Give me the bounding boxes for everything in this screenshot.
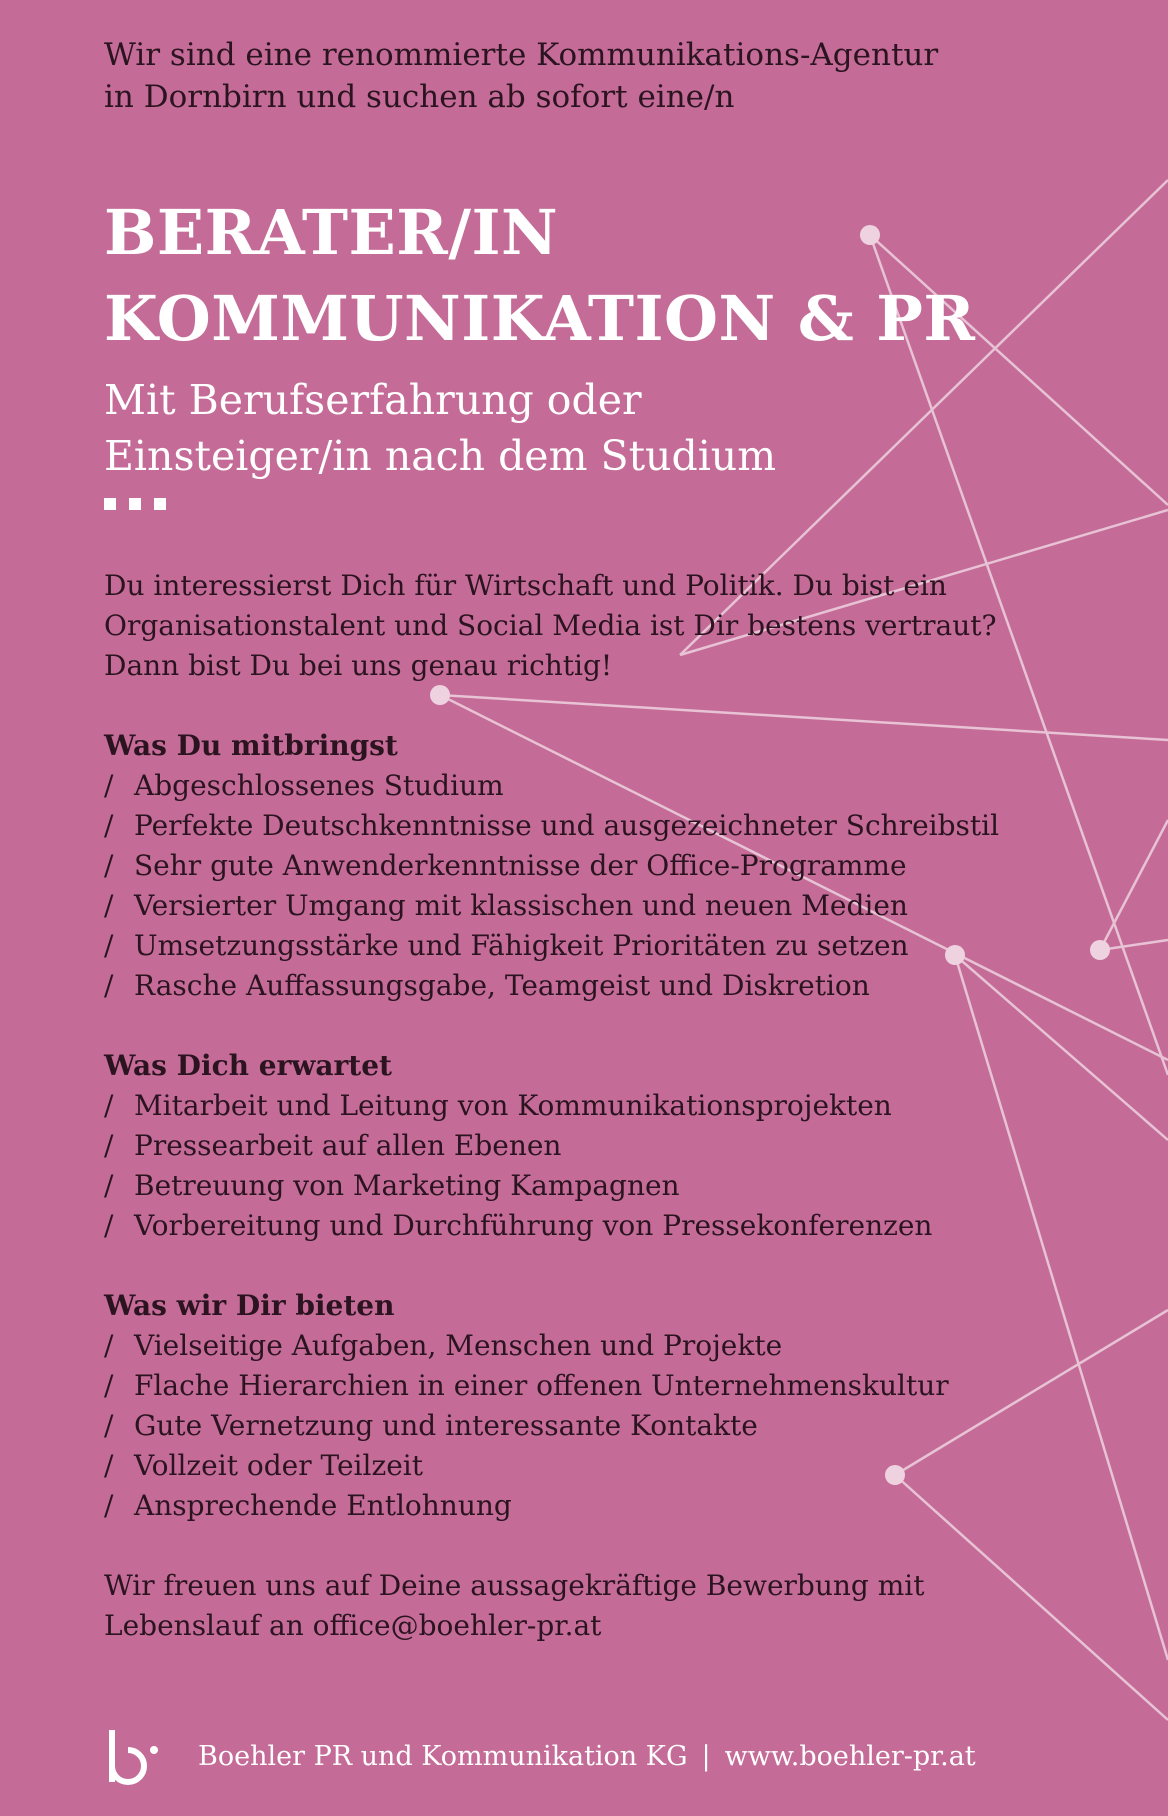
intro-text: Wir sind eine renommierte Kommunikations-Agentur in Dornbirn und suchen ab sofort eine/n <box>104 37 939 115</box>
list-item: / Flache Hierarchien in einer offenen Unternehmenskultur <box>104 1369 949 1402</box>
dot <box>129 498 141 510</box>
list-item: / Pressearbeit auf allen Ebenen <box>104 1129 562 1162</box>
list-item: / Gute Vernetzung und interessante Kontakte <box>104 1409 758 1442</box>
section-offer <box>104 1286 1134 1526</box>
list-item: / Vielseitige Aufgaben, Menschen und Projekte <box>104 1329 783 1362</box>
section-heading: Was Dich erwartet <box>104 1049 392 1082</box>
footer <box>104 1728 976 1786</box>
list-item: / Betreuung von Marketing Kampagnen <box>104 1169 680 1202</box>
section-heading: Was wir Dir bieten <box>104 1289 395 1322</box>
section-heading: Was Du mitbringst <box>104 729 398 762</box>
closing-paragraph: Wir freuen uns auf Deine aussagekräftige Bewerbung mit Lebenslauf an office@boehler-pr.at <box>104 1569 925 1642</box>
list-item: / Umsetzungsstärke und Fähigkeit Prioritäten zu setzen <box>104 929 909 962</box>
footer-separator: | <box>701 1741 711 1772</box>
list-item: / Perfekte Deutschkenntnisse und ausgezeichneter Schreibstil <box>104 809 1000 842</box>
website-link[interactable]: www.boehler-pr.at <box>724 1741 976 1772</box>
dot <box>104 498 116 510</box>
list-item: / Mitarbeit und Leitung von Kommunikationsprojekten <box>104 1089 892 1122</box>
job-subtitle: Mit Berufserfahrung oder Einsteiger/in nach dem Studium <box>104 376 777 480</box>
list-item: / Abgeschlossenes Studium <box>104 769 504 802</box>
lead-paragraph: Du interessierst Dich für Wirtschaft und Politik. Du bist ein Organisationstalent und Social Media ist Dir bestens vertraut? Dann bist Du bei uns genau richtig! <box>104 569 997 682</box>
list-item: / Sehr gute Anwenderkenntnisse der Office-Programme <box>104 849 907 882</box>
ellipsis-dots <box>104 498 1134 510</box>
list-item: / Versierter Umgang mit klassischen und neuen Medien <box>104 889 908 922</box>
section-requirements <box>104 726 1134 1006</box>
job-title: BERATER/IN KOMMUNIKATION & PR <box>104 196 976 355</box>
list-item: / Vorbereitung und Durchführung von Pressekonferenzen <box>104 1209 933 1242</box>
boehler-b-logo-icon <box>104 1728 168 1786</box>
list-item: / Ansprechende Entlohnung <box>104 1489 512 1522</box>
list-item: / Vollzeit oder Teilzeit <box>104 1449 423 1482</box>
company-name: Boehler PR und Kommunikation KG <box>198 1741 688 1772</box>
section-expectations <box>104 1046 1134 1246</box>
job-ad-content <box>104 34 1134 1646</box>
list-item: / Rasche Auffassungsgabe, Teamgeist und Diskretion <box>104 969 870 1002</box>
dot <box>154 498 166 510</box>
footer-text <box>198 1739 976 1775</box>
